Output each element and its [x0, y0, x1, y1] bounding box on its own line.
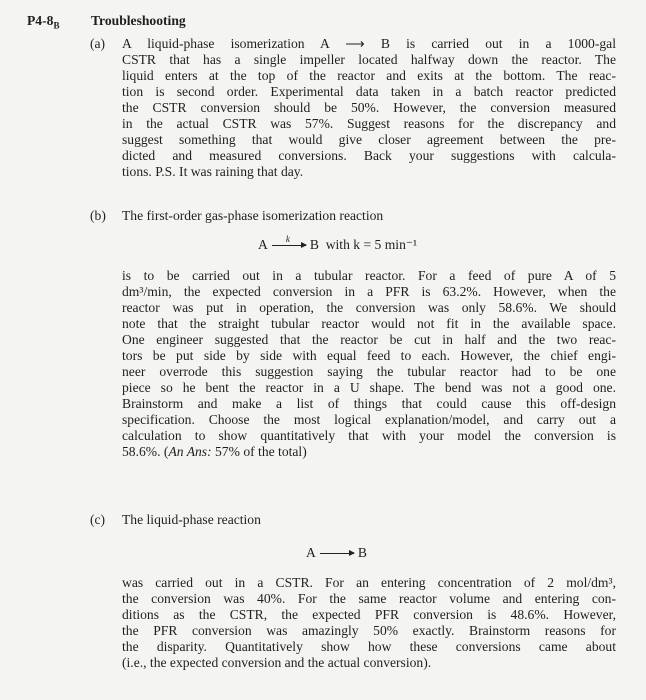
text-line: (i.e., the expected conversion and the actual conversion). [122, 655, 432, 670]
part-c-intro: The liquid-phase reaction [122, 512, 261, 527]
text-line: tions. P.S. It was raining that day. [122, 164, 304, 179]
text-line: tion is second order. Experimental data taken in a batch reactor predicted [122, 84, 616, 99]
text-line: suggest something that would give closer agreement between the pre- [122, 132, 616, 147]
text-line: the disparity. Quantitatively show how these conversions came about [122, 639, 616, 654]
text-line: calculation to show quantitatively that with your model the conversion is [122, 428, 616, 443]
part-a-label: (a) [90, 36, 106, 51]
text-line: the CSTR conversion should be 50%. However, the conversion measured [122, 100, 616, 115]
text-line: specification. Choose the most logical explanation/model, and carry out a [122, 412, 616, 427]
text-line: in the actual CSTR was 57%. Suggest reasons for the discrepancy and [122, 116, 616, 131]
text-line: ditions as the CSTR, the expected PFR conversion is 48.6%. However, [122, 607, 616, 622]
problem-title: Troubleshooting [91, 13, 186, 28]
text-line: CSTR that has a single impeller located halfway down the reactor. The [122, 52, 616, 67]
text-line: neer overrode this suggestion saying the tubular reactor had to be one [122, 364, 616, 379]
text-line: liquid enters at the top of the reactor and exits at the bottom. The reac- [122, 68, 616, 83]
part-c-label: (c) [90, 512, 106, 527]
text-line: dm³/min, the expected conversion in a PFR is 63.2%. However, when the [122, 284, 616, 299]
text-line: note that the straight tubular reactor would not fit in the available space. [122, 316, 616, 331]
text-line: A liquid-phase isomerization A ⟶ B is carried out in a 1000-gal [122, 36, 616, 51]
text-line: is to be carried out in a tubular reactor. For a feed of pure A of 5 [122, 268, 616, 283]
reaction-arrow-icon [320, 553, 354, 554]
text-line: the conversion was 40%. For the same reactor volume and entering con- [122, 591, 616, 606]
part-c-equation: A B [306, 545, 367, 560]
text-line: reactor was put in operation, the conversion was only 58.6%. We should [122, 300, 616, 315]
part-b-intro: The first-order gas-phase isomerization reaction [122, 208, 384, 223]
text-line: 58.6%. (An Ans: 57% of the total) [122, 444, 307, 459]
text-line: was carried out in a CSTR. For an entering concentration of 2 mol/dm³, [122, 575, 616, 590]
text-line: Brainstorm and make a list of things that could cause this off-design [122, 396, 616, 411]
text-line: dicted and measured conversions. Back your suggestions with calcula- [122, 148, 616, 163]
part-b-equation: A k B with k = 5 min⁻¹ [258, 234, 418, 252]
part-a-text [122, 36, 616, 180]
text-line: One engineer suggested that the reactor be cut in half and the two reac- [122, 332, 616, 347]
text-line: tors be put side by side with equal feed to each. However, the chief engi- [122, 348, 616, 363]
text-line: piece so he bent the reactor in a U shape. The bend was not a good one. [122, 380, 616, 395]
part-b-label: (b) [90, 208, 106, 223]
text-line: the PFR conversion was amazingly 50% exactly. Brainstorm reasons for [122, 623, 616, 638]
part-c-text [122, 575, 616, 671]
problem-number: $P4-8_B$ [27, 13, 60, 31]
reaction-arrow-icon: k [272, 245, 306, 246]
part-b-text [122, 268, 616, 460]
